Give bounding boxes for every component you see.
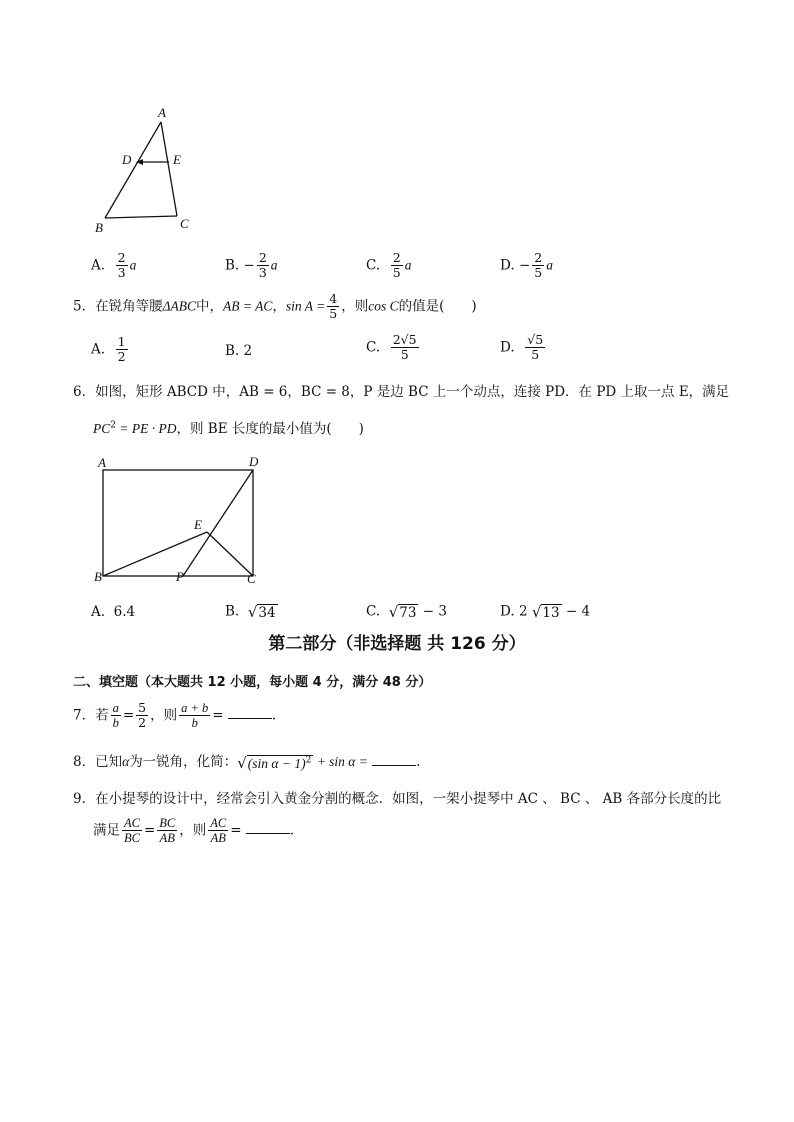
label-p: P — [176, 569, 184, 584]
label-e: E — [173, 152, 181, 167]
q9-answer-blank[interactable] — [246, 821, 290, 834]
q4-option-b: B. − $\frac{2}{3}$ a — [225, 250, 278, 281]
q4-option-c: C. $\frac{2}{5}$ a — [366, 250, 412, 281]
q5-option-d: D. $\frac{√5}{5}$ — [500, 332, 544, 363]
section2-header: 二、填空题（本大题共 12 小题，每小题 4 分，满分 48 分） — [73, 675, 432, 690]
q4-option-a: A. $\frac{2}{3}$ a — [91, 250, 137, 281]
label-a: A — [158, 105, 166, 120]
question-9-line2: 满足 $\frac{AC}{BC}$ = $\frac{BC}{AB}$ ，则 $\frac{AC}{AB}$ = . — [93, 816, 295, 846]
q5-option-b: B. 2 — [225, 343, 253, 359]
q6-option-c: C. √73 − 3 — [366, 603, 447, 621]
part2-title: 第二部分（非选择题 共 126 分） — [268, 634, 526, 654]
q6-option-b: B. √34 — [225, 603, 276, 621]
label-b: B — [95, 220, 103, 235]
q7-answer-blank[interactable] — [228, 706, 272, 719]
label-e: E — [194, 517, 202, 532]
question-6-line2: $PC^2$ = PE · PD，则 BE 长度的最小值为( ) — [93, 420, 364, 437]
label-a: A — [98, 455, 106, 470]
label-d: D — [249, 454, 259, 469]
question-9-line1: 9．在小提琴的设计中，经常会引入黄金分割的概念．如图，一架小提琴中 AC 、 BC 、 AB 各部分长度的比 — [73, 791, 722, 807]
question-7: 7．若 $\frac{a}{b}$ = $\frac{5}{2}$ ，则 $\frac{a + b}{b}$ = . — [73, 700, 277, 731]
figure-rectangle-abcd — [88, 450, 273, 590]
q8-answer-blank[interactable] — [372, 753, 416, 766]
question-8: 8．已知α为一锐角，化简：√(sin α − 1)$^2$ + sin α = . — [73, 753, 421, 772]
figure-triangle-abc — [85, 100, 205, 240]
label-c: C — [180, 216, 189, 231]
q5-option-a: A. $\frac{1}{2}$ — [91, 334, 126, 365]
q5-option-c: C. $\frac{2√5}{5}$ — [366, 332, 417, 363]
question-5: 5．在锐角等腰ΔABC中，AB = AC，sin A = $\frac{4}{5}$ ，则cos C的值是( ) — [73, 291, 477, 322]
label-c: C — [247, 571, 256, 586]
question-6-line1: 6．如图，矩形 ABCD 中，AB = 6，BC = 8，P 是边 BC 上一个动点，连接 PD．在 PD 上取一点 E，满足 — [73, 384, 730, 400]
q6-option-a: A. 6.4 — [91, 604, 136, 620]
label-b: B — [94, 569, 102, 584]
q6-option-d: D. 2 √13 − 4 — [500, 603, 591, 621]
q4-option-d: D. − $\frac{2}{5}$ a — [500, 250, 553, 281]
label-d: D — [122, 152, 132, 167]
